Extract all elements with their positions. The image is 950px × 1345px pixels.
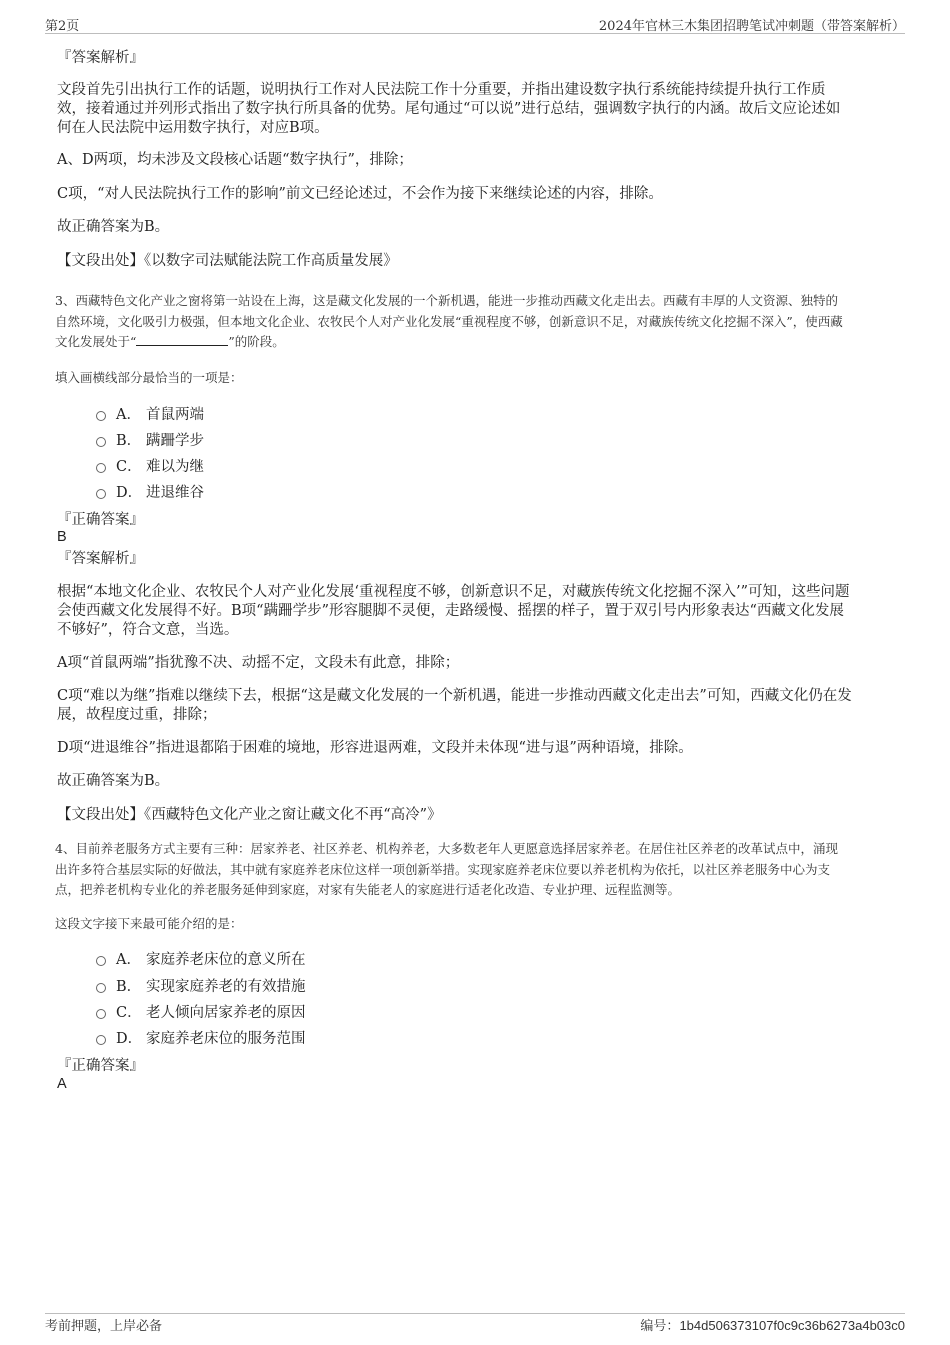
q2-conclusion: 故正确答案为B。 <box>57 219 170 235</box>
radio-icon[interactable] <box>96 1035 106 1045</box>
option-letter: A． <box>116 406 141 423</box>
stem-line <box>55 332 897 353</box>
stem-line: 4、目前养老服务方式主要有三种：居家养老、社区养老、机构养老，大多数老年人更愿意选择居家养老。在居住社区养老的改革试点中，涌现 <box>55 841 838 856</box>
q3-exclude-a: A项“首鼠两端”指犹豫不决、动摇不定，文段未有此意，排除； <box>57 655 460 671</box>
option-text: 进退维谷 <box>146 484 204 501</box>
q3-analysis-title: 『答案解析』 <box>57 551 144 567</box>
stem-text: ”的阶段。 <box>228 334 285 349</box>
page-footer <box>45 1313 905 1336</box>
q3-answer-title: 『正确答案』 <box>57 512 144 528</box>
q4-option-c[interactable] <box>96 1001 306 1021</box>
option-letter: C． <box>116 458 142 475</box>
stem-line: 自然环境，文化吸引力极强，但本地文化企业、农牧民个人对产业化发展“重视程度不够，创新意识不足，对藏族传统文化挖掘不深入”，使西藏 <box>55 313 843 329</box>
analysis-line: 何在人民法院中运用数字执行，对应B项。 <box>57 120 329 136</box>
q3-answer: B <box>57 529 67 545</box>
option-letter: C． <box>116 1004 142 1021</box>
q2-source: 【文段出处】《以数字司法赋能法院工作高质量发展》 <box>57 253 398 269</box>
q4-answer-title: 『正确答案』 <box>57 1058 144 1074</box>
page-number: 第2页 <box>45 19 80 34</box>
q3-option-b[interactable] <box>96 429 204 449</box>
option-text: 首鼠两端 <box>146 406 204 423</box>
option-text: 家庭养老床位的服务范围 <box>146 1030 306 1047</box>
stem-line: 3、西藏特色文化产业之窗将第一站设在上海，这是藏文化发展的一个新机遇，能进一步推动西藏文化走出去。西藏有丰厚的人文资源、独特的 <box>55 293 838 308</box>
stem-line: 出许多符合基层实际的好做法，其中就有家庭养老床位这样一项创新举措。实现家庭养老床位要以养老机构为依托，以社区养老服务中心为支 <box>55 861 831 877</box>
q2-exclude-ad: A、D两项，均未涉及文段核心话题“数字执行”，排除； <box>57 152 413 168</box>
radio-icon[interactable] <box>96 437 106 447</box>
analysis-line: 根据“本地文化企业、农牧民个人对产业化发展‘重视程度不够，创新意识不足，对藏族传统文化挖掘不深入’”可知，这些问题 <box>57 584 850 600</box>
option-letter: A． <box>116 951 141 968</box>
analysis-line: 效，接着通过并列形式指出了数字执行所具备的优势。尾句通过“可以说”进行总结，强调数字执行的内涵。故后文应论述如 <box>57 101 841 117</box>
stem-line: 点，把养老机构专业化的养老服务延伸到家庭，对家有失能老人的家庭进行适老化改造、专业护理、远程监测等。 <box>55 882 681 897</box>
q3-conclusion: 故正确答案为B。 <box>57 773 170 789</box>
analysis-line: 文段首先引出执行工作的话题，说明执行工作对人民法院工作十分重要，并指出建设数字执行系统能持续提升执行工作质 <box>57 82 826 98</box>
analysis-line: 不够好”，符合文意，当选。 <box>57 622 239 638</box>
q2-analysis-title: 『答案解析』 <box>57 50 144 66</box>
option-text: 蹒跚学步 <box>146 432 204 449</box>
option-text: 实现家庭养老的有效措施 <box>146 978 306 995</box>
radio-icon[interactable] <box>96 489 106 499</box>
option-text: 家庭养老床位的意义所在 <box>146 951 306 968</box>
radio-icon[interactable] <box>96 463 106 473</box>
q3-exclude-c <box>57 687 887 725</box>
fill-blank <box>136 333 228 346</box>
q3-analysis-text <box>57 583 887 640</box>
q4-prompt: 这段文字接下来最可能介绍的是： <box>55 916 243 931</box>
q3-option-a[interactable] <box>96 403 204 423</box>
q2-analysis-text <box>57 81 887 138</box>
q4-stem <box>55 839 897 901</box>
page-header <box>45 13 905 34</box>
q4-option-b[interactable] <box>96 975 306 995</box>
stem-text: 文化发展处于“ <box>55 334 137 349</box>
q3-option-c[interactable] <box>96 455 204 475</box>
radio-icon[interactable] <box>96 1009 106 1019</box>
radio-icon[interactable] <box>96 983 106 993</box>
option-letter: B． <box>116 978 142 995</box>
q3-stem <box>55 291 897 353</box>
footer-code <box>640 1315 905 1334</box>
q4-option-a[interactable] <box>96 948 306 968</box>
q3-option-d[interactable] <box>96 481 204 501</box>
q3-exclude-d: D项“进退维谷”指进退都陷于困难的境地，形容进退两难，文段并未体现“进与退”两种语境，排除。 <box>57 740 693 756</box>
q3-prompt: 填入画横线部分最恰当的一项是： <box>55 370 243 385</box>
option-letter: D． <box>116 1030 143 1047</box>
radio-icon[interactable] <box>96 956 106 966</box>
option-letter: B． <box>116 432 142 449</box>
document-title: 2024年官林三木集团招聘笔试冲刺题（带答案解析） <box>598 19 905 34</box>
footer-slogan: 考前押题，上岸必备 <box>45 1319 163 1334</box>
option-text: 难以为继 <box>146 458 204 475</box>
option-text: 老人倾向居家养老的原因 <box>146 1004 306 1021</box>
analysis-line: C项“难以为继”指难以继续下去，根据“这是藏文化发展的一个新机遇，能进一步推动西藏文化走出去”可知，西藏文化仍在发 <box>57 688 852 704</box>
q3-source: 【文段出处】《西藏特色文化产业之窗让藏文化不再“高冷”》 <box>57 807 442 823</box>
q2-exclude-c: C项，“对人民法院执行工作的影响”前文已经论述过，不会作为接下来继续论述的内容，排除。 <box>57 186 663 202</box>
analysis-line: 会使西藏文化发展得不好。B项“蹒跚学步”形容腿脚不灵便，走路缓慢、摇摆的样子，置于双引号内形象表达“西藏文化发展 <box>57 603 844 619</box>
radio-icon[interactable] <box>96 411 106 421</box>
analysis-line: 展，故程度过重，排除； <box>57 707 217 723</box>
q4-answer: A <box>57 1076 67 1092</box>
option-letter: D． <box>116 484 143 501</box>
q4-option-d[interactable] <box>96 1027 306 1047</box>
code-label: 编号： <box>640 1319 680 1334</box>
code-value: 1b4d506373107f0c9c36b6273a4b03c0 <box>679 1318 905 1333</box>
